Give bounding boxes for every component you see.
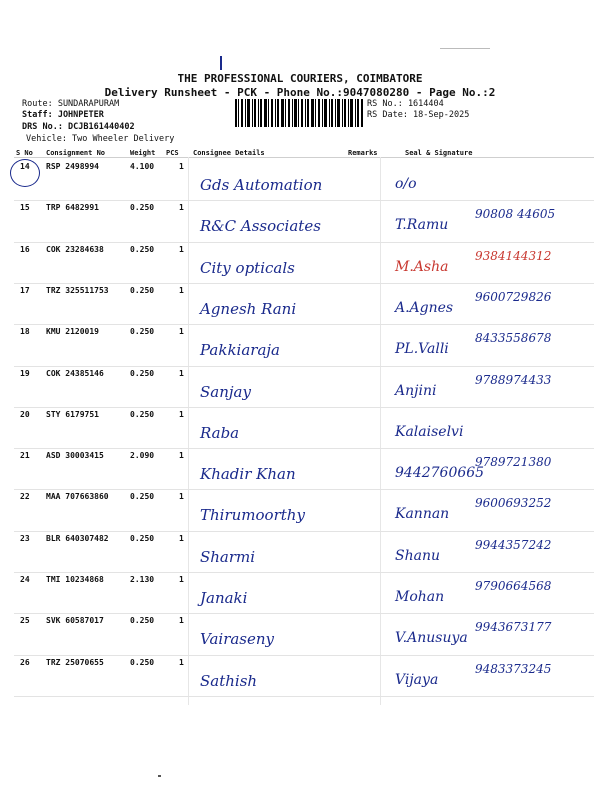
row-weight: 0.250 — [130, 492, 155, 502]
row-phone-handwritten: 9943673177 — [475, 620, 552, 635]
row-serial-number: 26 — [20, 657, 30, 667]
row-serial-number: 19 — [20, 368, 30, 378]
rs-number: RS No.: 1614404 — [367, 99, 444, 109]
row-weight: 2.090 — [130, 451, 155, 461]
row-divider — [14, 200, 594, 201]
row-signature-handwritten: 9442760665 — [395, 465, 485, 482]
row-phone-handwritten: 9789721380 — [475, 455, 552, 470]
row-signature-handwritten: PL.Valli — [395, 341, 449, 358]
scan-mark — [440, 48, 490, 49]
row-weight: 0.250 — [130, 368, 155, 378]
row-weight: 0.250 — [130, 327, 155, 337]
row-consignee-handwritten: Raba — [200, 423, 240, 442]
row-serial-number: 24 — [20, 575, 30, 584]
row-consignment-number: TRP 6482991 — [46, 203, 99, 213]
row-serial-number: 14 — [20, 162, 30, 171]
row-divider — [14, 655, 594, 656]
row-pieces: 1 — [179, 244, 184, 254]
vehicle-label: Vehicle: Two Wheeler Delivery — [26, 134, 175, 144]
row-consignment-number: BLR 640307482 — [46, 533, 109, 543]
rs-date: RS Date: 18-Sep-2025 — [367, 110, 470, 120]
col-pcs: PCS — [166, 149, 179, 157]
row-divider — [14, 242, 594, 243]
staff-label: Staff: JOHNPETER — [22, 110, 104, 120]
row-phone-handwritten: 9483373245 — [475, 661, 552, 676]
row-consignee-handwritten: Khadir Khan — [200, 465, 296, 484]
row-weight: 0.250 — [130, 203, 155, 213]
row-consignment-number: KMU 2120019 — [46, 327, 99, 337]
row-phone-handwritten: 9944357242 — [475, 537, 552, 552]
row-divider — [14, 489, 594, 490]
row-divider — [14, 531, 594, 532]
row-consignee-handwritten: Gds Automation — [200, 176, 323, 194]
row-weight: 0.250 — [130, 533, 155, 543]
row-divider — [14, 448, 594, 449]
barcode — [235, 99, 363, 127]
row-consignee-handwritten: Thirumoorthy — [200, 506, 305, 525]
row-weight: 4.100 — [130, 162, 155, 171]
row-signature-handwritten: Vijaya — [395, 671, 439, 688]
header-divider — [14, 157, 594, 158]
row-serial-number: 15 — [20, 203, 30, 213]
runsheet-title: Delivery Runsheet - PCK - Phone No.:9047080280 - Page No.:2 — [104, 86, 496, 99]
row-consignment-number: COK 24385146 — [46, 368, 104, 378]
row-pieces: 1 — [179, 203, 184, 213]
row-consignment-number: ASD 30003415 — [46, 451, 104, 461]
row-phone-handwritten: 9790664568 — [475, 579, 552, 593]
row-consignee-handwritten: Vairaseny — [200, 630, 275, 649]
row-consignment-number: COK 23284638 — [46, 244, 104, 254]
row-consignee-handwritten: Pakkiaraja — [200, 341, 280, 360]
row-consignee-handwritten: Sharmi — [200, 547, 256, 566]
row-weight: 0.250 — [130, 244, 155, 254]
row-phone-handwritten: 9384144312 — [475, 248, 552, 263]
row-consignment-number: MAA 707663860 — [46, 492, 109, 502]
col-remarks: Remarks — [348, 149, 378, 157]
scan-mark — [158, 775, 161, 777]
row-signature-handwritten: A.Agnes — [395, 299, 454, 316]
row-consignee-handwritten: Agnesh Rani — [200, 299, 297, 318]
row-signature-handwritten: T.Ramu — [395, 217, 449, 234]
row-phone-handwritten: 9788974433 — [475, 372, 552, 387]
row-divider — [14, 572, 594, 573]
pen-mark — [220, 56, 222, 70]
row-consignee-handwritten: Sanjay — [200, 382, 251, 401]
row-consignment-number: TMI 10234868 — [46, 575, 104, 584]
row-serial-number: 25 — [20, 616, 30, 626]
row-consignee-handwritten: Sathish — [200, 671, 258, 690]
row-signature-handwritten: Mohan — [395, 589, 445, 605]
row-consignee-handwritten: R&C Associates — [200, 217, 321, 236]
row-pieces: 1 — [179, 368, 184, 378]
row-pieces: 1 — [179, 616, 184, 626]
row-divider — [14, 696, 594, 697]
row-consignment-number: TRZ 325511753 — [46, 285, 109, 295]
row-serial-number: 18 — [20, 327, 30, 337]
column-divider — [188, 157, 189, 705]
company-title: THE PROFESSIONAL COURIERS, COIMBATORE — [177, 72, 423, 85]
row-phone-handwritten: 9600729826 — [475, 289, 552, 304]
row-pieces: 1 — [179, 162, 184, 171]
row-serial-number: 16 — [20, 244, 30, 254]
row-consignee-handwritten: Janaki — [200, 589, 248, 607]
col-weight: Weight — [130, 149, 156, 157]
row-consignment-number: RSP 2498994 — [46, 162, 99, 171]
column-divider — [380, 157, 381, 705]
row-signature-handwritten: Kalaiselvi — [395, 423, 464, 440]
row-pieces: 1 — [179, 533, 184, 543]
row-signature-handwritten: V.Anusuya — [395, 630, 468, 647]
row-divider — [14, 283, 594, 284]
row-signature-handwritten: M.Asha — [395, 258, 449, 275]
row-divider — [14, 324, 594, 325]
row-pieces: 1 — [179, 451, 184, 461]
row-signature-handwritten: Kannan — [395, 506, 450, 523]
row-serial-number: 23 — [20, 533, 30, 543]
row-phone-handwritten: 90808 44605 — [475, 207, 556, 222]
row-signature-handwritten: o/o — [395, 176, 417, 192]
col-seal: Seal & Signature — [405, 149, 473, 157]
row-pieces: 1 — [179, 492, 184, 502]
route-label: Route: SUNDARAPURAM — [22, 99, 120, 109]
row-consignment-number: SVK 60587017 — [46, 616, 104, 626]
row-divider — [14, 613, 594, 614]
row-consignment-number: STY 6179751 — [46, 409, 99, 419]
row-serial-number: 22 — [20, 492, 30, 502]
drs-label: DRS No.: DCJB161440402 — [22, 122, 135, 132]
row-consignment-number: TRZ 25070655 — [46, 657, 104, 667]
col-consignee: Consignee Details — [193, 149, 265, 157]
row-serial-number: 17 — [20, 285, 30, 295]
row-serial-number: 21 — [20, 451, 30, 461]
row-pieces: 1 — [179, 575, 184, 584]
row-weight: 2.130 — [130, 575, 155, 584]
col-consignment: Consignment No — [46, 149, 106, 157]
row-pieces: 1 — [179, 285, 184, 295]
row-divider — [14, 366, 594, 367]
row-signature-handwritten: Shanu — [395, 547, 440, 564]
row-signature-handwritten: Anjini — [395, 382, 437, 399]
row-phone-handwritten: 8433558678 — [475, 331, 552, 346]
row-weight: 0.250 — [130, 657, 155, 667]
row-weight: 0.250 — [130, 616, 155, 626]
row-serial-number: 20 — [20, 409, 30, 419]
row-divider — [14, 407, 594, 408]
row-pieces: 1 — [179, 657, 184, 667]
row-pieces: 1 — [179, 409, 184, 419]
col-sno: S No — [16, 149, 33, 157]
row-weight: 0.250 — [130, 409, 155, 419]
circled-serial-mark — [10, 159, 40, 187]
row-phone-handwritten: 9600693252 — [475, 496, 552, 511]
row-pieces: 1 — [179, 327, 184, 337]
row-weight: 0.250 — [130, 285, 155, 295]
row-consignee-handwritten: City opticals — [200, 258, 295, 277]
